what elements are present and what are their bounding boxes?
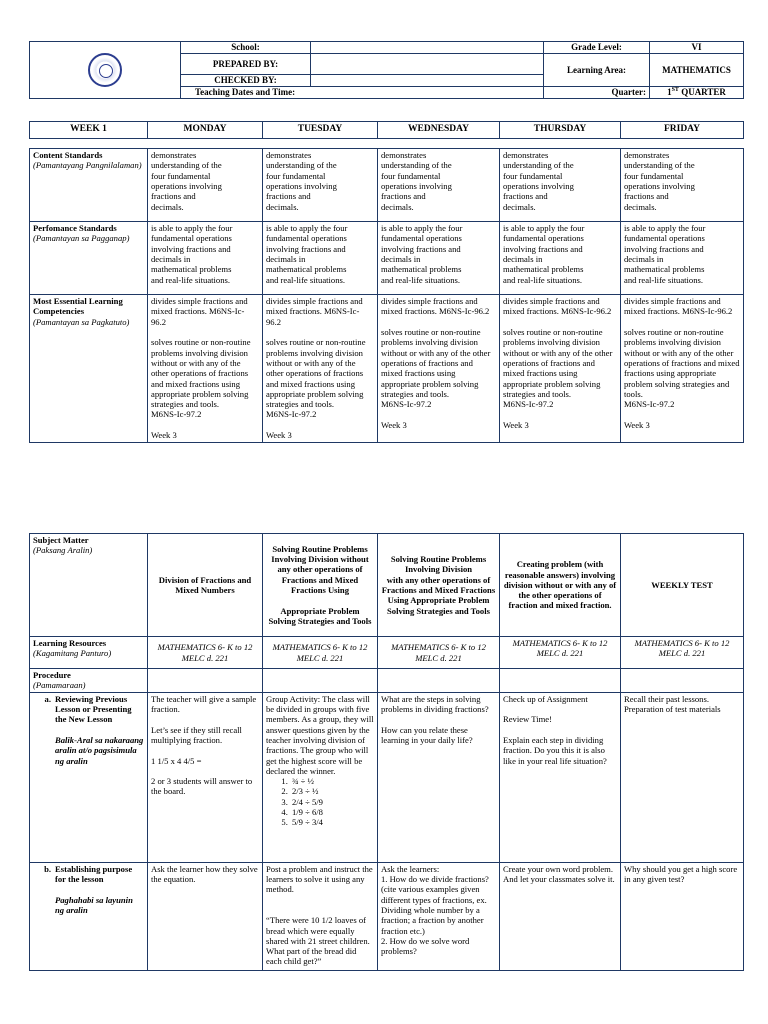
resources-mon: MATHEMATICS 6- K to 12 MELC d. 221 [148,637,263,669]
content-wed: demonstrates understanding of the four fundamental operations involving fractions and decimals. [378,149,500,222]
content-standards-label: Content Standards (Pamantayang Pangnilalaman) [30,149,148,222]
subject-wed: Solving Routine Problems Involving Division with any other operations of Fractions and Mixed Fractions Using Appropriate Problem Solving Strategies and Tools [378,534,500,637]
day-wednesday: WEDNESDAY [378,122,500,139]
quarter-value: 1ST QUARTER [650,87,744,99]
learning-resources-label: Learning Resources (Kagamitang Panturo) [30,637,148,669]
row-a-fri: Recall their past lessons. Preparation of test materials [621,692,744,862]
school-value [311,42,544,54]
procedure-thu [500,669,621,693]
performance-wed: is able to apply the four fundamental operations involving fractions and decimals in mathematical problems and real-life situations. [378,222,500,295]
procedure-tue [263,669,378,693]
subject-tue: Solving Routine Problems Involving Division without any other operations of Fractions and Mixed Fractions Using Appropriate Problem Solving Strategies and Tools [263,534,378,637]
prepared-by-label: PREPARED BY: [181,54,311,75]
procedure-row [30,669,744,693]
row-b-mon: Ask the learner how they solve the equation. [148,862,263,970]
melc-mon: divides simple fractions and mixed fractions. M6NS-Ic-96.2 solves routine or non-routine problems involving division without or with any of the other operations of fractions and mixed fractions using appropriate problem solving strategies and tools. M6NS-Ic-97.2 Week 3 [148,295,263,443]
procedure-label: Procedure (Pamamaraan) [30,669,148,693]
content-fri: demonstrates understanding of the four fundamental operations involving fractions and decimals. [621,149,744,222]
day-thursday: THURSDAY [500,122,621,139]
subject-matter-row [30,534,744,637]
exercise-item: 4. 1/9 ÷ 6/8 [290,807,374,817]
week-label: WEEK 1 [30,122,148,139]
deped-seal-icon [88,53,122,87]
day-tuesday: TUESDAY [263,122,378,139]
performance-standards-label: Perfomance Standards (Pamantayan sa Pagganap) [30,222,148,295]
learning-resources-row [30,637,744,669]
day-monday: MONDAY [148,122,263,139]
standards-table [29,148,744,443]
melc-thu: divides simple fractions and mixed fractions. M6NS-Ic-96.2 solves routine or non-routine problems involving division without or with any of the other operations of fractions and mixed fractions using appropriate problem solving strategies and tools. M6NS-Ic-97.2 Week 3 [500,295,621,443]
performance-fri: is able to apply the four fundamental operations involving fractions and decimals in mathematical problems and real-life situations. [621,222,744,295]
procedure-wed [378,669,500,693]
row-a-label: a. Reviewing Previous Lesson or Presenting the New Lesson Balik-Aral sa nakaraang aralin at/o pagsisimula ng aralin [30,692,148,862]
learning-area-label: Learning Area: [544,54,650,87]
prepared-by-value [311,54,544,75]
performance-thu: is able to apply the four fundamental operations involving fractions and decimals in mathematical problems and real-life situations. [500,222,621,295]
subject-thu: Creating problem (with reasonable answers) involving division without or with any of the other operations of fraction and mixed fraction. [500,534,621,637]
quarter-label: Quarter: [544,87,650,99]
procedure-fri [621,669,744,693]
grade-level-value: VI [650,42,744,54]
exercise-item: 5. 5/9 ÷ 3/4 [290,817,374,827]
school-label: School: [181,42,311,54]
division-exercise-list [266,776,374,828]
lesson-table [29,533,744,971]
row-b-label: b. Establishing purpose for the lesson Paghahabi sa layunin ng aralin [30,862,148,970]
row-a-thu: Check up of Assignment Review Time! Explain each step in dividing fraction. Do you this it is also like in your real life situation? [500,692,621,862]
content-standards-row [30,149,744,222]
performance-standards-row [30,222,744,295]
row-a-tue: Group Activity: The class will be divided in groups with five members. As a group, they will answer questions given by the teacher involving division of fractions. The group who will get the highest score will be declared the winner. 1. ¾ ÷ ½ 2. 2/3 ÷ ½ 3. 2/4 ÷ 5/9 4. 1/9 ÷ 6/8 5. 5/9 ÷ 3/4 [263,692,378,862]
melc-label: Most Essential Learning Competencies (Pamantayan sa Pagkatuto) [30,295,148,443]
row-b-tue: Post a problem and instruct the learners to solve it using any method. “There were 10 1/2 loaves of bread which were equally shared with 21 street children. What part of the bread did each child get?” [263,862,378,970]
content-tue: demonstrates understanding of the four fundamental operations involving fractions and decimals. [263,149,378,222]
performance-mon: is able to apply the four fundamental operations involving fractions and decimals in mathematical problems and real-life situations. [148,222,263,295]
row-a-wed: What are the steps in solving problems in dividing fractions? How can you relate these learning in your daily life? [378,692,500,862]
row-a-reviewing [30,692,744,862]
subject-matter-label: Subject Matter (Paksang Aralin) [30,534,148,637]
header-table [29,41,744,99]
day-friday: FRIDAY [621,122,744,139]
procedure-mon [148,669,263,693]
row-b-wed: Ask the learners: 1. How do we divide fractions? (cite various examples given different types of fractions, ex. Dividing whole number by a fraction; a fraction by another fraction etc.) 2. How do we solve word problems? [378,862,500,970]
week-header-table [29,121,744,139]
grade-level-label: Grade Level: [544,42,650,54]
subject-fri: WEEKLY TEST [621,534,744,637]
row-b-thu: Create your own word problem. And let your classmates solve it. [500,862,621,970]
melc-tue: divides simple fractions and mixed fractions. M6NS-Ic-96.2 solves routine or non-routine problems involving division without or with any of the other operations of fractions and mixed fractions using appropriate problem solving strategies and tools. M6NS-Ic-97.2 Week 3 [263,295,378,443]
performance-tue: is able to apply the four fundamental operations involving fractions and decimals in mathematical problems and real-life situations. [263,222,378,295]
resources-wed: MATHEMATICS 6- K to 12 MELC d. 221 [378,637,500,669]
subject-mon: Division of Fractions and Mixed Numbers [148,534,263,637]
row-a-mon: The teacher will give a sample fraction. Let’s see if they still recall multiplying fraction. 1 1/5 x 4 4/5 = 2 or 3 students will answer to the board. [148,692,263,862]
row-b-fri: Why should you get a high score in any given test? [621,862,744,970]
row-b-purpose [30,862,744,970]
content-mon: demonstrates understanding of the four fundamental operations involving fractions and decimals. [148,149,263,222]
exercise-item: 1. ¾ ÷ ½ [290,776,374,786]
checked-by-value [311,75,544,87]
content-thu: demonstrates understanding of the four fundamental operations involving fractions and decimals. [500,149,621,222]
logo-cell [30,42,181,99]
resources-fri: MATHEMATICS 6- K to 12 MELC d. 221 [621,637,744,669]
melc-fri: divides simple fractions and mixed fractions. M6NS-Ic-96.2 solves routine or non-routine problems involving division without or with any of the other operations of fractions and mixed fractions using appropriate problem solving strategies and tools. M6NS-Ic-97.2 Week 3 [621,295,744,443]
exercise-item: 2. 2/3 ÷ ½ [290,786,374,796]
resources-tue: MATHEMATICS 6- K to 12 MELC d. 221 [263,637,378,669]
melc-wed: divides simple fractions and mixed fractions. M6NS-Ic-96.2 solves routine or non-routine problems involving division without or with any of the other operations of fractions and mixed fractions using appropriate problem solving strategies and tools. M6NS-Ic-97.2 Week 3 [378,295,500,443]
exercise-item: 3. 2/4 ÷ 5/9 [290,797,374,807]
resources-thu: MATHEMATICS 6- K to 12 MELC d. 221 [500,637,621,669]
melc-row [30,295,744,443]
learning-area-value: MATHEMATICS [650,54,744,87]
checked-by-label: CHECKED BY: [181,75,311,87]
teaching-dates-label: Teaching Dates and Time: [181,87,544,99]
